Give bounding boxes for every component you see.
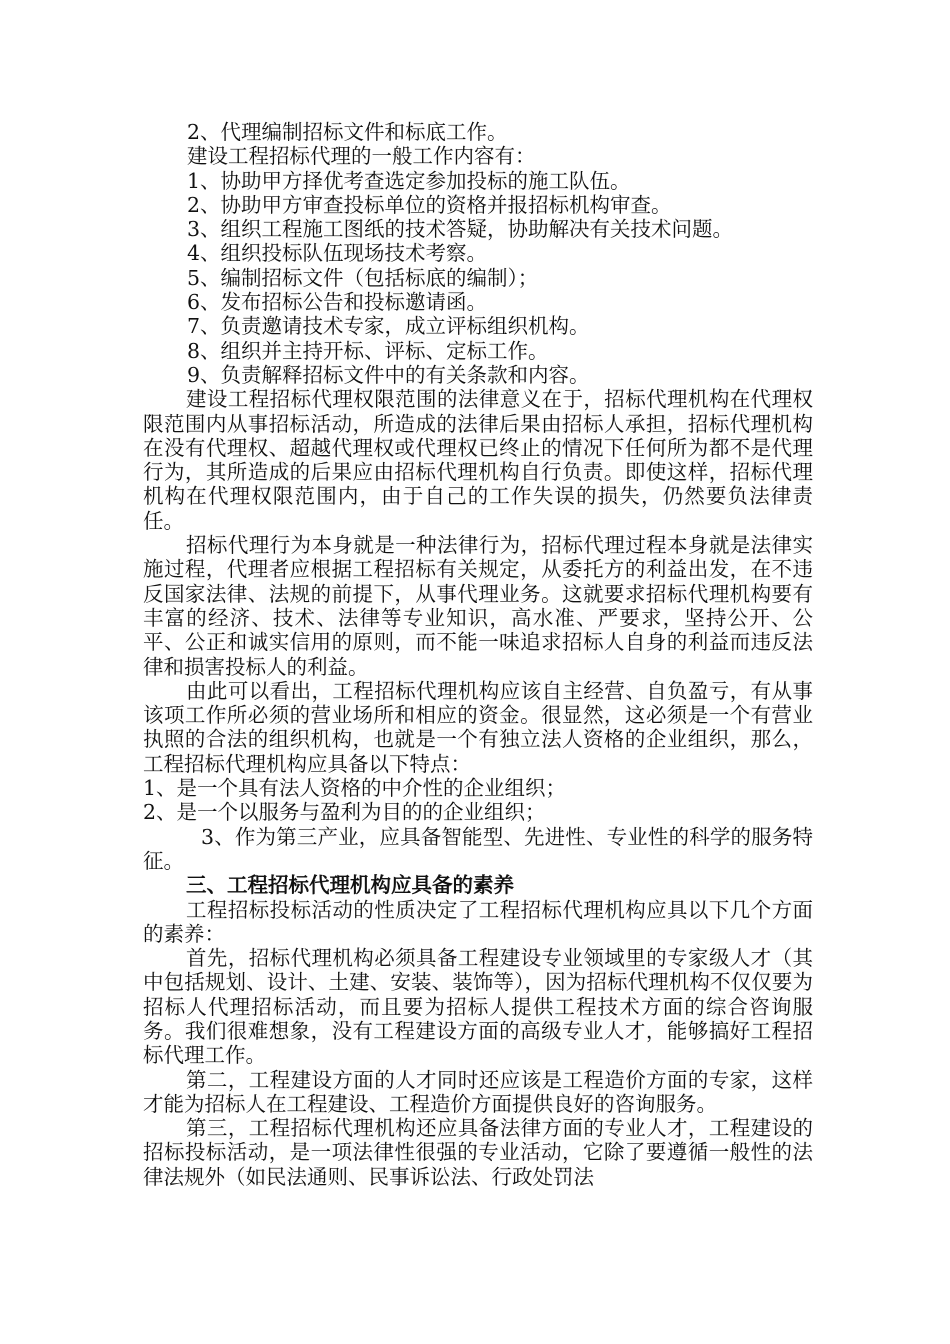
work-content-intro: 建设工程招标代理的一般工作内容有： <box>187 144 536 169</box>
work-content-item: 8、组织并主持开标、评标、定标工作。 <box>187 338 549 363</box>
work-content-item: 2、协助甲方审查投标单位的资格并报招标机构审查。 <box>187 192 672 217</box>
paragraph-second: 第二，工程建设方面的人才同时还应该是工程造价方面的专家，这样才能为招标人在工程建设、工程造价方面提供良好的咨询服务。 <box>143 1067 813 1116</box>
work-content-item: 3、组织工程施工图纸的技术答疑，协助解决有关技术问题。 <box>187 217 734 242</box>
paragraph-first: 首先，招标代理机构必须具备工程建设专业领域里的专家级人才（其中包括规划、设计、土建、安装、装饰等），因为招标代理机构不仅仅要为招标人代理招标活动，而且要为招标人提供工程技术方面的综合咨询服务。我们很难想象，没有工程建设方面的高级专业人才，能够搞好工程招标代理工作。 <box>143 946 813 1068</box>
feature-item: 2、是一个以服务与盈利为目的的企业组织； <box>143 800 546 825</box>
work-content-item: 7、负责邀请技术专家，成立评标组织机构。 <box>187 314 590 339</box>
feature-item: 3、作为第三产业，应具备智能型、先进性、专业性的科学的服务特征。 <box>143 824 813 873</box>
section-heading: 三、工程招标代理机构应具备的素养 <box>186 873 514 898</box>
paragraph-intro: 工程招标投标活动的性质决定了工程招标代理机构应具以下几个方面的素养： <box>143 897 813 946</box>
work-content-item: 9、负责解释招标文件中的有关条款和内容。 <box>187 362 590 387</box>
paragraph-legal-act: 招标代理行为本身就是一种法律行为，招标代理过程本身就是法律实施过程，代理者应根据工程招标有关规定，从委托方的利益出发，在不违反国家法律、法规的前提下，从事代理业务。这就要求招标代理机构要有丰富的经济、技术、法律等专业知识，高水准、严要求，坚持公开、公平、公正和诚实信用的原则，而不能一味追求招标人自身的利益而违反法律和损害投标人的利益。 <box>143 533 813 679</box>
feature-item: 1、是一个具有法人资格的中介性的企业组织； <box>143 776 567 801</box>
work-content-item: 1、协助甲方择优考查选定参加投标的施工队伍。 <box>187 168 631 193</box>
document-body <box>143 120 813 1189</box>
agency-task-item: 2、代理编制招标文件和标底工作。 <box>187 120 508 144</box>
work-content-item: 6、发布招标公告和投标邀请函。 <box>187 290 488 315</box>
paragraph-authority-scope: 建设工程招标代理权限范围的法律意义在于，招标代理机构在代理权限范围内从事招标活动，所造成的法律后果由招标人承担，招标代理机构在没有代理权、超越代理权或代理权已终止的情况下任何所为都不是代理行为，其所造成的后果应由招标代理机构自行负责。即使这样，招标代理机构在代理权限范围内，由于自己的工作失误的损失，仍然要负法律责任。 <box>143 387 813 533</box>
paragraph-third: 第三，工程招标代理机构还应具备法律方面的专业人才，工程建设的招标投标活动，是一项法律性很强的专业活动，它除了要遵循一般性的法律法规外（如民法通则、民事诉讼法、行政处罚法 <box>143 1116 813 1189</box>
work-content-item: 4、组织投标队伍现场技术考察。 <box>187 241 488 266</box>
paragraph-conclusion: 由此可以看出，工程招标代理机构应该自主经营、自负盈亏，有从事该项工作所必须的营业场所和相应的资金。很显然，这必须是一个有营业执照的合法的组织机构，也就是一个有独立法人资格的企业组织，那么，工程招标代理机构应具备以下特点： <box>143 678 813 776</box>
work-content-item: 5、编制招标文件（包括标底的编制）； <box>187 265 539 290</box>
